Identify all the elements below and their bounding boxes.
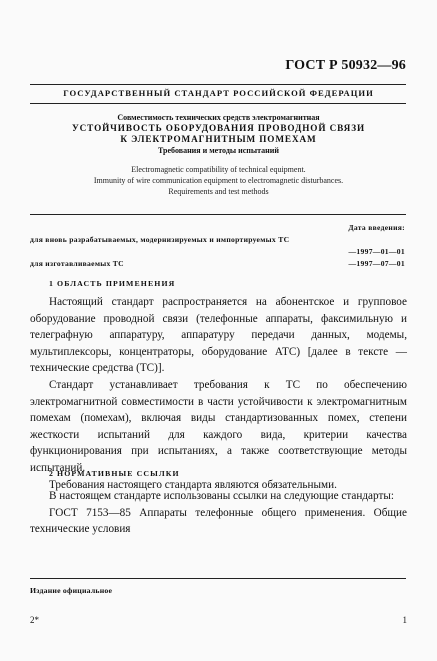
section1-paragraph: Стандарт устанавливает требования к ТС по обеспечению электромагнитной совместимости в части устойчивости к электромагнитным помехам (помехам), включая виды стандартизованных помех, степени жесткости испытаний для каждого вида, критерии качества функционирования при испытаниях, а также соответствующие методы испытаний. xyxy=(30,378,407,474)
section1-body xyxy=(30,294,407,493)
existing-equipment-label: для изготавливаемых ТС xyxy=(30,259,124,268)
top-rule xyxy=(30,84,406,85)
section2-body xyxy=(30,488,407,538)
english-title xyxy=(30,164,407,197)
title-rule xyxy=(30,214,406,215)
footer-rule xyxy=(30,578,406,579)
section2-paragraph: ГОСТ 7153—85 Аппараты телефонные общего применения. Общие технические условия xyxy=(30,506,407,536)
new-equipment-date: —1997—01—01 xyxy=(348,247,405,256)
section2-title: 2 НОРМАТИВНЫЕ ССЫЛКИ xyxy=(49,469,180,478)
date-label: Дата введения: xyxy=(348,223,405,232)
english-line3: Requirements and test methods xyxy=(168,187,269,196)
english-line1: Electromagnetic compatibility of technical equipment. xyxy=(131,165,306,174)
existing-equipment-date: —1997—07—01 xyxy=(348,259,405,268)
title-subtitle: Совместимость технических средств электромагнитная xyxy=(117,113,320,122)
gost-code: ГОСТ Р 50932—96 xyxy=(285,58,406,73)
title-requirements: Требования и методы испытаний xyxy=(158,146,279,155)
official-edition-label: Издание официальное xyxy=(30,586,113,595)
section1-paragraph: Настоящий стандарт распространяется на абонентское и групповое оборудование проводной связи (телефонные аппараты, факсимильную и телеграфную аппаратуру, аппаратуру передачи данных, модемы, мультиплексоры, концентраторы, оборудование АТС) [далее в тексте — технические средства (ТС)]. xyxy=(30,296,407,375)
title-main-line2: К ЭЛЕКТРОМАГНИТНЫМ ПОМЕХАМ xyxy=(120,134,317,144)
standard-org-header: ГОСУДАРСТВЕННЫЙ СТАНДАРТ РОССИЙСКОЙ ФЕДЕРАЦИИ xyxy=(63,88,374,98)
english-line2: Immunity of wire communication equipment to electromagnetic disturbances. xyxy=(93,176,344,185)
page-number: 1 xyxy=(402,615,407,625)
section1-paragraph: Требования настоящего стандарта являются обязательными. xyxy=(49,478,337,491)
section1-title: 1 ОБЛАСТЬ ПРИМЕНЕНИЯ xyxy=(49,279,176,288)
signature-mark: 2* xyxy=(30,615,39,625)
introduction-dates xyxy=(30,223,407,271)
header-rule xyxy=(30,103,406,104)
section2-paragraph: В настоящем стандарте использованы ссылки на следующие стандарты: xyxy=(49,490,394,502)
title-main-line1: УСТОЙЧИВОСТЬ ОБОРУДОВАНИЯ ПРОВОДНОЙ СВЯЗИ xyxy=(71,123,366,133)
title-block xyxy=(30,113,407,156)
new-equipment-label: для вновь разрабатываемых, модернизируемых и импортируемых ТС xyxy=(30,235,290,244)
